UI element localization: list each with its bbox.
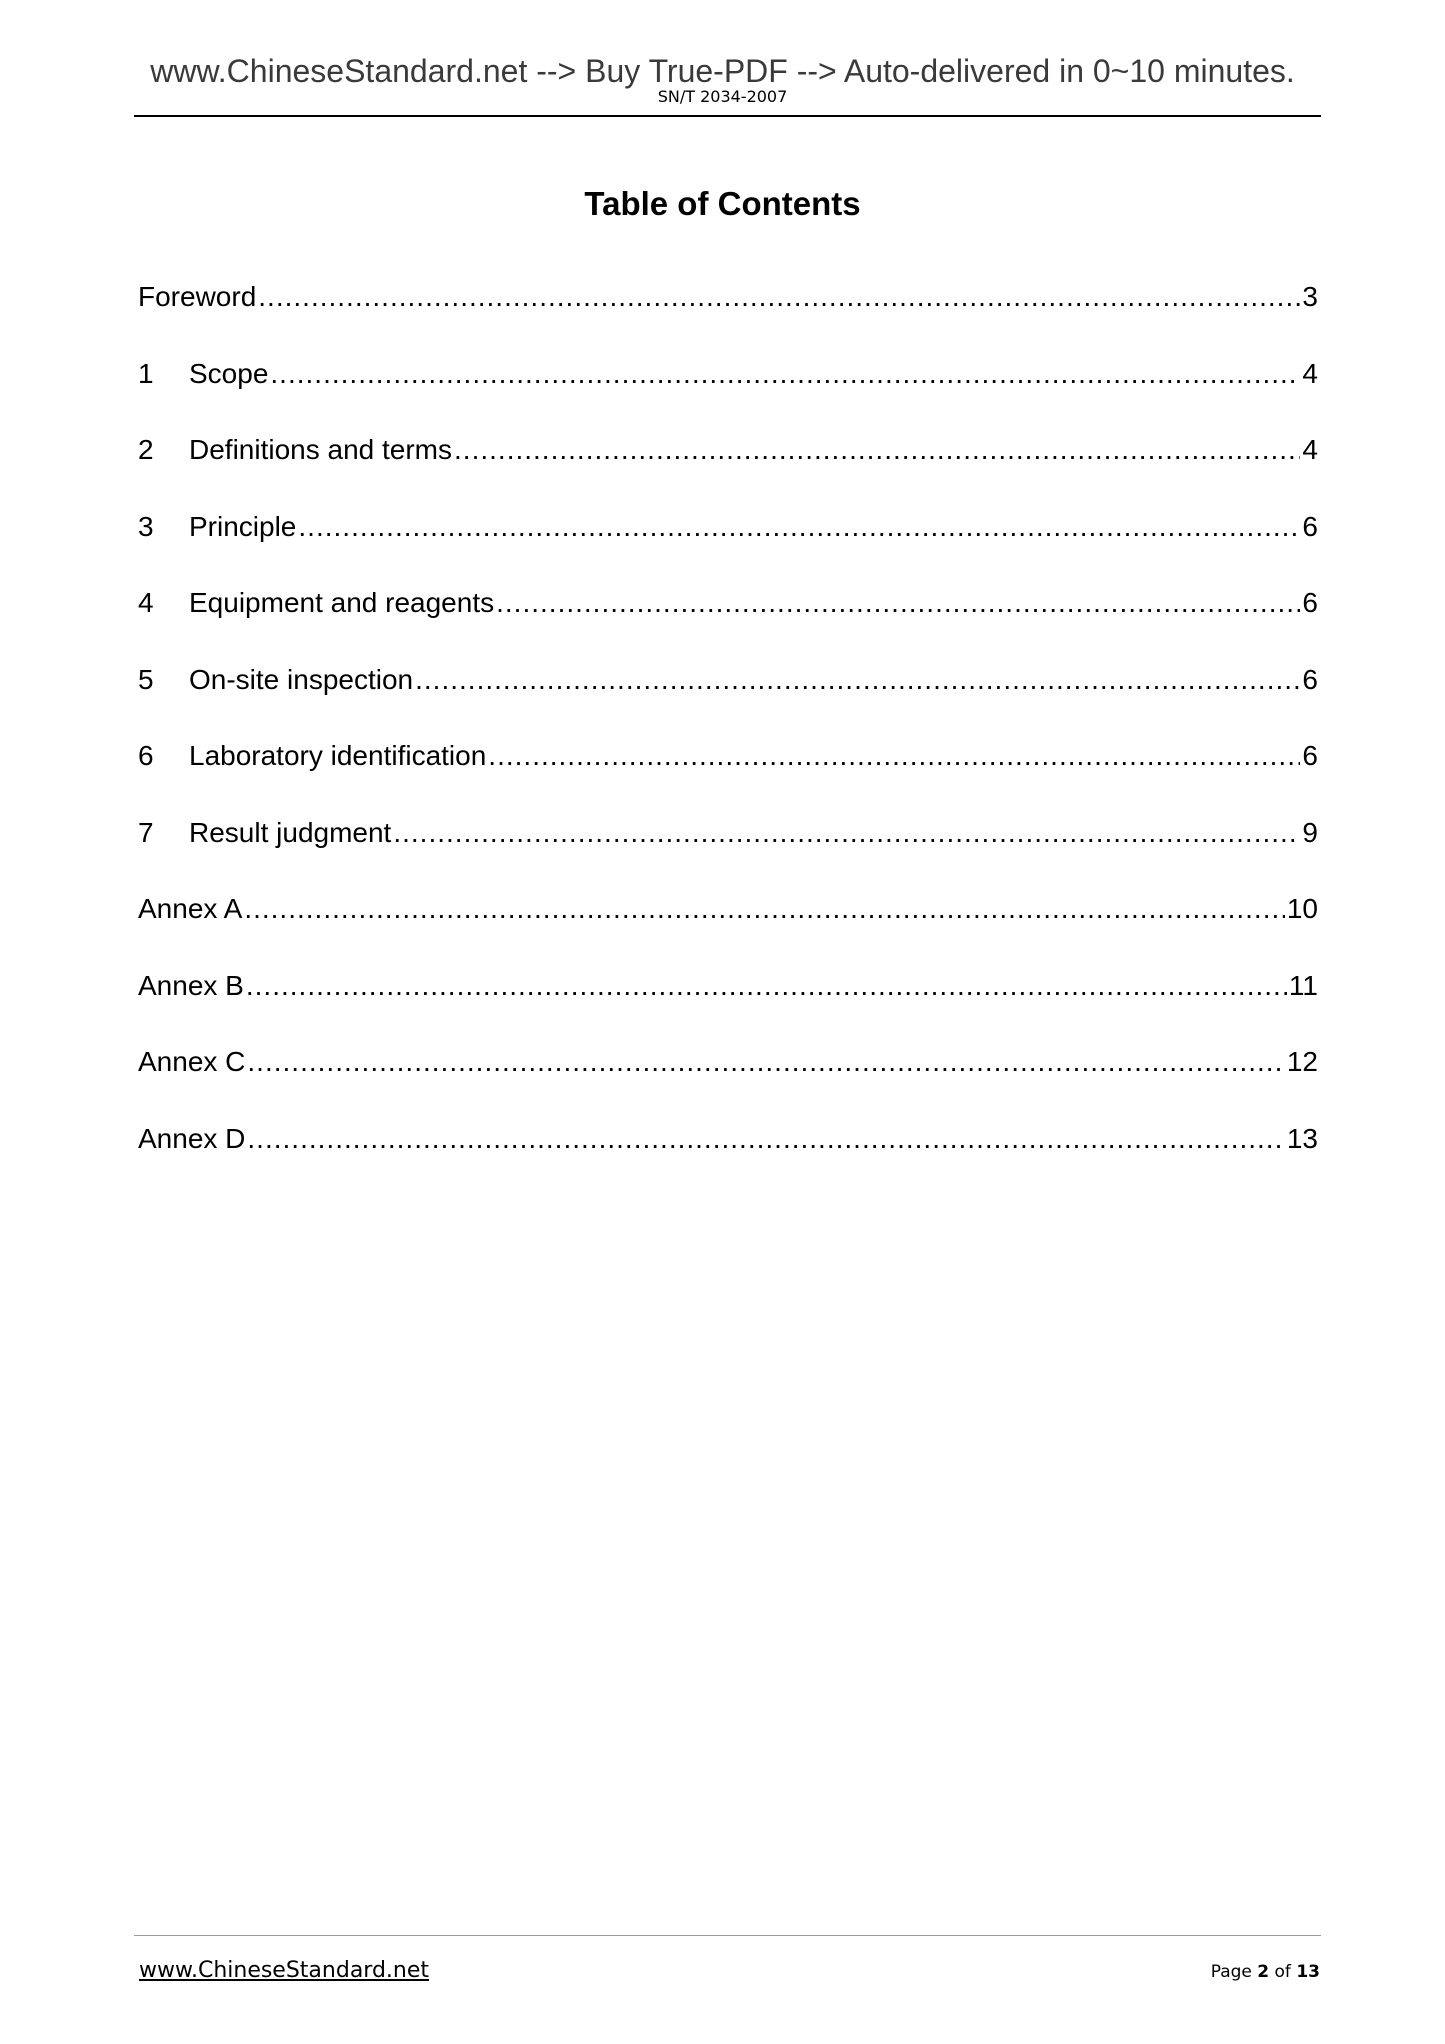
toc-entry-number: 1 bbox=[138, 357, 154, 389]
toc-leader-dots bbox=[298, 513, 1300, 541]
toc-leader-dots bbox=[393, 819, 1300, 847]
toc-entry-label: Foreword bbox=[138, 281, 257, 312]
toc-entry-annex-a[interactable] bbox=[138, 895, 1318, 972]
toc-entry-label: Annex C bbox=[138, 1046, 246, 1077]
toc-entry-label: Principle bbox=[189, 510, 297, 542]
toc-entry-laboratory[interactable] bbox=[138, 742, 1318, 819]
toc-entry-label: Equipment and reagents bbox=[189, 587, 495, 618]
toc-entry-label: Laboratory identification bbox=[189, 740, 487, 771]
toc-leader-dots bbox=[246, 972, 1287, 1000]
toc-entry-annex-b[interactable] bbox=[138, 969, 1318, 1049]
toc-entry-label: Annex D bbox=[138, 1122, 246, 1154]
footer-site-link[interactable]: www.ChineseStandard.net bbox=[139, 1958, 430, 1983]
toc-leader-dots bbox=[247, 1125, 1284, 1153]
toc-leader-dots bbox=[415, 666, 1300, 694]
toc-entry-page: 10 bbox=[1286, 893, 1318, 924]
toc-entry-number: 7 bbox=[138, 816, 154, 848]
page-prefix: Page bbox=[1210, 1962, 1252, 1982]
toc-entry-page: 9 bbox=[1302, 816, 1318, 848]
toc-entry-number: 5 bbox=[138, 663, 154, 695]
toc-entry-number: 4 bbox=[138, 587, 154, 618]
toc-entry-principle[interactable] bbox=[138, 510, 1318, 590]
toc-entry-annex-c[interactable] bbox=[138, 1048, 1318, 1125]
toc-entry-scope[interactable] bbox=[138, 357, 1318, 437]
toc-leader-dots bbox=[244, 895, 1285, 923]
toc-entry-onsite[interactable] bbox=[138, 663, 1318, 743]
toc-entry-annex-d[interactable] bbox=[138, 1122, 1318, 1202]
toc-entry-label: Result judgment bbox=[189, 816, 392, 848]
header-divider bbox=[134, 115, 1321, 117]
toc-entry-definitions[interactable] bbox=[138, 436, 1318, 513]
toc-entry-page: 11 bbox=[1288, 969, 1318, 1001]
toc-entry-label: On-site inspection bbox=[189, 663, 414, 695]
toc-entry-label: Definitions and terms bbox=[189, 434, 453, 465]
toc-entry-label: Annex A bbox=[138, 893, 243, 924]
toc-leader-dots bbox=[258, 283, 1300, 311]
toc-entry-page: 6 bbox=[1302, 510, 1318, 542]
toc-entry-page: 12 bbox=[1286, 1046, 1318, 1077]
toc-entry-foreword[interactable] bbox=[138, 283, 1318, 360]
toc-leader-dots bbox=[270, 360, 1300, 388]
toc-leader-dots bbox=[454, 436, 1300, 464]
toc-entry-number: 2 bbox=[138, 434, 154, 465]
page-total: 13 bbox=[1296, 1962, 1320, 1982]
toc-leader-dots bbox=[488, 742, 1300, 770]
toc-entry-number: 3 bbox=[138, 510, 154, 542]
toc-entry-equipment[interactable] bbox=[138, 589, 1318, 666]
toc-entry-page: 3 bbox=[1302, 281, 1318, 312]
standard-code: SN/T 2034-2007 bbox=[657, 87, 788, 106]
toc-entry-page: 4 bbox=[1302, 434, 1318, 465]
footer-divider bbox=[134, 1935, 1321, 1936]
toc-entry-page: 13 bbox=[1286, 1122, 1318, 1154]
toc-entry-result[interactable] bbox=[138, 816, 1318, 896]
page-of: of bbox=[1274, 1962, 1291, 1982]
page-indicator bbox=[1211, 1964, 1320, 1981]
toc-entry-page: 6 bbox=[1302, 587, 1318, 618]
toc-leader-dots bbox=[247, 1048, 1284, 1076]
toc-leader-dots bbox=[496, 589, 1300, 617]
toc-entry-page: 6 bbox=[1302, 740, 1318, 771]
page-current: 2 bbox=[1257, 1962, 1270, 1982]
toc-list bbox=[138, 283, 1318, 1201]
toc-entry-page: 6 bbox=[1302, 663, 1318, 695]
toc-entry-page: 4 bbox=[1302, 357, 1318, 389]
toc-entry-label: Scope bbox=[189, 357, 269, 389]
toc-entry-number: 6 bbox=[138, 740, 154, 771]
toc-entry-label: Annex B bbox=[138, 969, 244, 1001]
header-banner[interactable]: www.ChineseStandard.net --> Buy True-PDF --> Auto-delivered in 0~10 minutes. bbox=[150, 53, 1295, 89]
toc-title: Table of Contents bbox=[584, 185, 861, 222]
